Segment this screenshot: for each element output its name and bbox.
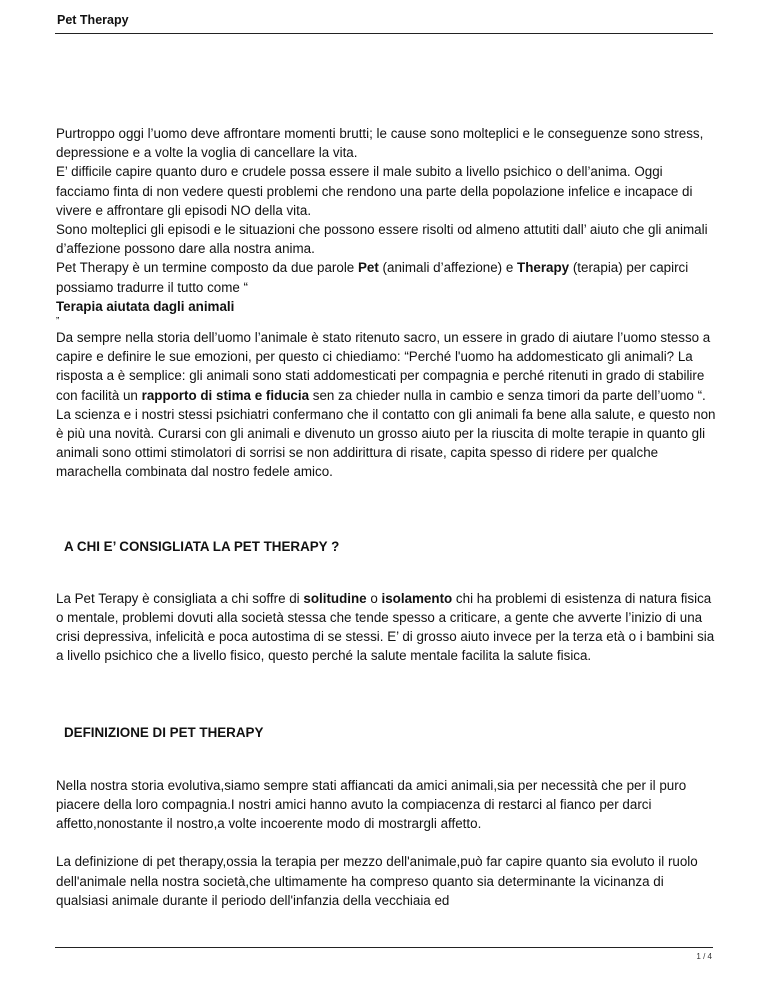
- bold-translation-line: [56, 297, 716, 316]
- intro-paragraph-2: E’ difficile capire quanto duro e crudele possa essere il male subito a livello psichico o dell’anima. Oggi facciamo finta di non vedere questi problemi che rendono una parte della popolazione infelice e incapace di vivere e affrontare gli episodi NO della vita.: [56, 164, 693, 218]
- section2-paragraph-2: La definizione di pet therapy,ossia la terapia per mezzo dell'animale,può far capire quanto sia evoluto il ruolo dell'animale nella nostra società,che ultimamente ha compreso quanto sia determinante la vicinanza di qualsiasi animale durante il periodo dell'infanzia della vecchiaia ed: [56, 854, 698, 908]
- section1-text-c: chi ha problemi di esistenza di natura fisica o mentale, problemi dovuti alla società stessa che tende spesso a criticare, a gente che avverte l’inizio di una crisi depressiva, infelicità e poca autostima di se stessi. E’ di grosso aiuto invece per la terza età o i bambini sia a livello psichico che a livello fisico, questo perché la salute mentale facilita la salute fisica.: [56, 590, 715, 664]
- intro-p5-text-a: Da sempre nella storia dell’uomo l’animale è stato ritenuto sacro, un essere in grado di aiutare l’uomo stesso a capire e definire le sue emozioni, per questo ci chiediamo: “Perché l'uomo ha addomesticato gli animali? La risposta a è semplice: gli animali sono stati addomesticati per compagnia e perché ritenuti in grado di stabilire con facilità un: [56, 330, 711, 403]
- translation-bold-text: Terapia aiutata dagli animali: [56, 298, 235, 314]
- section1-paragraph: [56, 589, 716, 666]
- closing-quote-mark: ”: [56, 316, 60, 328]
- intro-p4-text-a: Pet Therapy è un termine composto da due parole: [56, 260, 358, 276]
- section2-paragraph-1: Nella nostra storia evolutiva,siamo sempre stati affiancati da amici animali,sia per necessità che per il puro piacere della loro compagnia.I nostri amici hanno avuto la compiacenza di restarci al fianco per darci affetto,nonostante il nostro,a volte incoerente modo di mostrargli affetto.: [56, 777, 687, 832]
- section-heading-a-chi: A CHI E’ CONSIGLIATA LA PET THERAPY ?: [64, 538, 340, 554]
- header-divider: [55, 33, 713, 34]
- intro-p4-text-c: (animali d’affezione) e: [378, 260, 518, 276]
- solitudine-bold: solitudine: [303, 590, 367, 606]
- term-therapy: Therapy: [517, 260, 570, 276]
- stima-fiducia-bold: rapporto di stima e fiducia: [141, 387, 310, 403]
- footer-divider: [55, 947, 713, 948]
- isolamento-bold: isolamento: [381, 590, 453, 606]
- section1-text-b: o: [366, 590, 382, 606]
- intro-paragraph-5: [56, 328, 716, 482]
- intro-p4-text-d: (terapia) per capirci possiamo tradurre il tutto come “: [56, 260, 689, 295]
- intro-p5-text-b: sen za chieder nulla in cambio e senza timori da parte dell’uomo “. La scienza e i nostri stessi psichiatri confermano che il contatto con gli animali fa bene alla salute, e questo non è più una novità. Curarsi con gli animali e divenuto un grosso aiuto per la riuscita di molte terapie in quanto gli animali sono ottimi stimolatori di sorrisi se non addirittura di risate, capita spesso di ridere per qualche marachella combinata dal nostro fedele amico.: [56, 387, 716, 480]
- page-number: 1 / 4: [696, 952, 712, 961]
- intro-paragraph-3: Sono molteplici gli episodi e le situazioni che possono essere risolti od almeno attutiti dall’ aiuto che gli animali d’affezione possono dare alla nostra anima.: [56, 222, 708, 257]
- intro-paragraph-4: [56, 258, 716, 296]
- section1-text-a: La Pet Terapy è consigliata a chi soffre di: [56, 590, 304, 606]
- section-heading-definizione: DEFINIZIONE DI PET THERAPY: [64, 724, 264, 740]
- term-pet: Pet: [357, 260, 379, 276]
- page-header-title: Pet Therapy: [57, 13, 129, 27]
- document-body: [56, 124, 716, 910]
- intro-paragraph-1: Purtroppo oggi l’uomo deve affrontare momenti brutti; le cause sono molteplici e le conseguenze sono stress, depressione e a volte la voglia di cancellare la vita.: [56, 126, 704, 161]
